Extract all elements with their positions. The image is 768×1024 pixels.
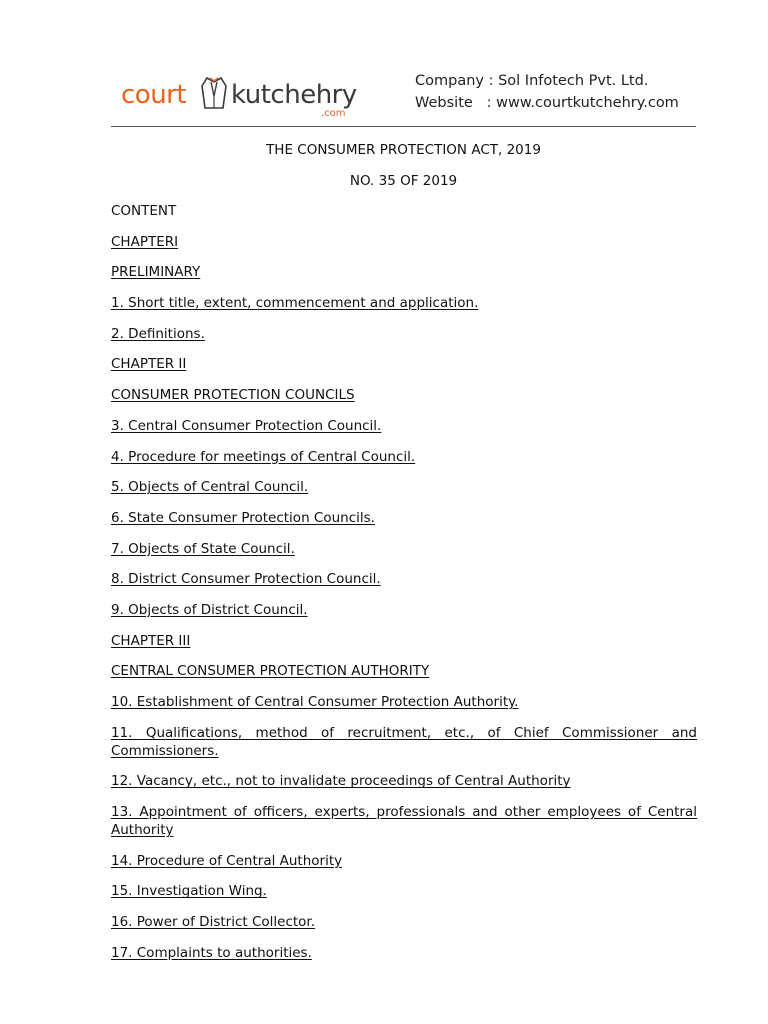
toc-chapter-3-title[interactable]: CENTRAL CONSUMER PROTECTION AUTHORITY xyxy=(111,663,430,680)
toc-section-1[interactable]: 1. Short title, extent, commencement and application. xyxy=(111,295,479,312)
company-website: Website : www.courtkutchehry.com xyxy=(415,95,679,111)
toc-chapter-2-title[interactable]: CONSUMER PROTECTION COUNCILS xyxy=(111,387,355,404)
toc-section-3[interactable]: 3. Central Consumer Protection Council. xyxy=(111,417,382,434)
toc-section-4[interactable]: 4. Procedure for meetings of Central Council. xyxy=(111,448,416,465)
courtkutchehry-logo xyxy=(121,74,371,118)
table-of-contents xyxy=(111,202,697,975)
toc-section-17[interactable]: 17. Complaints to authorities. xyxy=(111,944,312,961)
toc-chapter-2[interactable]: CHAPTER II xyxy=(111,356,187,373)
toc-section-16[interactable]: 16. Power of District Collector. xyxy=(111,914,316,931)
toc-chapter-1-title[interactable]: PRELIMINARY xyxy=(111,264,201,281)
logo-kutchehry-text: kutchehry xyxy=(231,80,357,110)
act-number: NO. 35 OF 2019 xyxy=(349,173,458,189)
toc-section-14[interactable]: 14. Procedure of Central Authority xyxy=(111,852,343,869)
toc-section-12[interactable]: 12. Vacancy, etc., not to invalidate proceedings of Central Authority xyxy=(111,773,571,790)
toc-section-15[interactable]: 15. Investigation Wing. xyxy=(111,883,267,900)
toc-section-8[interactable]: 8. District Consumer Protection Council. xyxy=(111,571,381,588)
company-name: Company : Sol Infotech Pvt. Ltd. xyxy=(415,73,649,89)
toc-section-6[interactable]: 6. State Consumer Protection Councils. xyxy=(111,509,375,526)
toc-section-10[interactable]: 10. Establishment of Central Consumer Protection Authority. xyxy=(111,694,519,710)
toc-section-5[interactable]: 5. Objects of Central Council. xyxy=(111,479,309,496)
logo-dotcom-text: .com xyxy=(321,108,346,119)
company-info xyxy=(415,70,679,114)
content-heading: CONTENT xyxy=(111,203,177,219)
lawyer-gown-icon xyxy=(199,76,229,110)
header-divider xyxy=(111,126,696,127)
toc-section-7[interactable]: 7. Objects of State Council. xyxy=(111,540,295,557)
toc-section-2[interactable]: 2. Definitions. xyxy=(111,325,205,342)
toc-chapter-3[interactable]: CHAPTER III xyxy=(111,632,191,649)
toc-chapter-1[interactable]: CHAPTERI xyxy=(111,233,179,250)
toc-section-11[interactable]: 11. Qualifications, method of recruitment, etc., of Chief Commissioner and Commissioners. xyxy=(111,724,697,759)
toc-section-9[interactable]: 9. Objects of District Council. xyxy=(111,601,308,618)
toc-section-13[interactable]: 13. Appointment of officers, experts, professionals and other employees of Central Authority xyxy=(111,804,697,839)
page-header xyxy=(111,66,696,126)
act-title: THE CONSUMER PROTECTION ACT, 2019 xyxy=(266,142,541,158)
logo-court-text: court xyxy=(121,80,187,110)
